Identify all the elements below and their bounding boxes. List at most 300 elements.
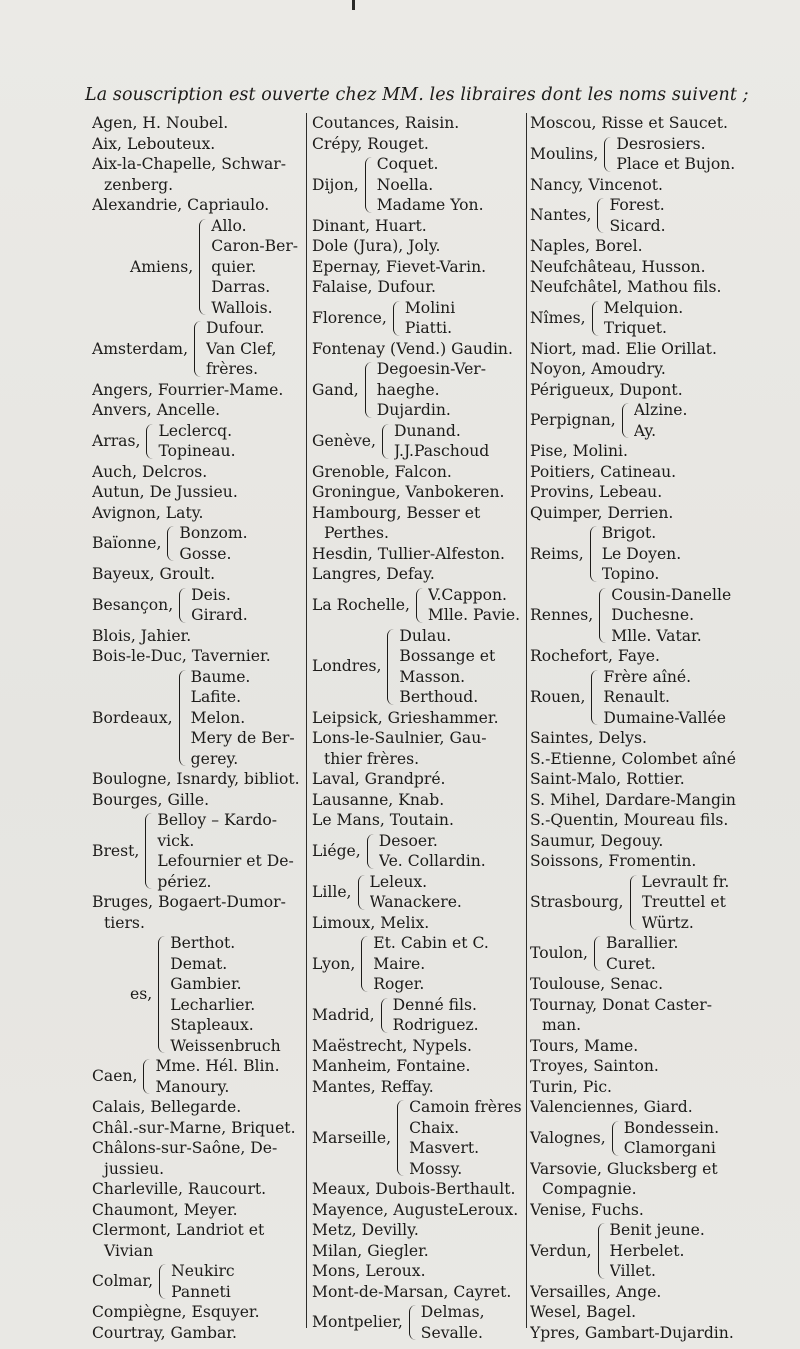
bookseller-name: Bossange et — [399, 647, 496, 665]
entry: Laval, Grandpré. — [312, 770, 446, 788]
city-name: Londres, — [312, 657, 382, 676]
entry: Auch, Delcros. — [92, 462, 208, 481]
bookseller-name: Wanackere. — [369, 893, 462, 911]
city-name: Rennes, — [530, 606, 594, 624]
entry: Epernay, Fievet-Varin. — [312, 257, 487, 276]
bookseller-name: Le Doyen. — [601, 544, 682, 563]
bookseller-list — [609, 195, 665, 236]
bookseller-name: vick. — [157, 831, 195, 850]
entry-group — [530, 1118, 770, 1159]
bookseller-name: quier. — [211, 257, 257, 276]
bookseller-list — [428, 585, 520, 626]
entry: Turin, Pic. — [530, 1077, 613, 1096]
entry: Bruges, Bogaert-Dumor- — [92, 893, 286, 911]
bookseller-name: Dufour. — [206, 319, 265, 337]
bookseller-list — [370, 872, 462, 913]
entry: Aix, Lebouteux. — [92, 134, 216, 153]
entry-group — [312, 1097, 524, 1179]
bookseller-name: haeghe. — [376, 380, 440, 399]
bookseller-name: Sevalle. — [420, 1323, 483, 1342]
city-name: Gand, — [312, 380, 359, 399]
city-name: Brest, — [92, 841, 140, 860]
brace — [167, 526, 175, 561]
bookseller-list — [421, 1302, 485, 1343]
entry: Maëstrecht, Nypels. — [312, 1036, 473, 1055]
bookseller-list — [610, 1220, 705, 1282]
entry: Rochefort, Faye. — [530, 647, 660, 665]
bookseller-list — [155, 1056, 279, 1097]
entry: Fontenay (Vend.) Gaudin. — [312, 339, 513, 358]
entry-group — [312, 154, 524, 216]
bookseller-name: Demat. — [170, 954, 228, 973]
brace — [416, 588, 424, 623]
city-name: Liége, — [312, 841, 361, 860]
bookseller-name: Noella. — [376, 175, 434, 194]
bookseller-name: Denné fils. — [392, 995, 477, 1014]
bookseller-name: Masson. — [399, 667, 466, 686]
brace — [381, 998, 389, 1033]
bookseller-name: Place et Bujon. — [616, 155, 736, 173]
column-rule — [306, 113, 307, 1328]
bookseller-name: Maire. — [373, 954, 426, 973]
entry: Naples, Borel. — [530, 237, 643, 255]
brace — [179, 588, 187, 623]
city-name: Caen, — [92, 1067, 138, 1086]
entry: Mantes, Reffay. — [312, 1077, 434, 1096]
entry-group — [530, 1220, 770, 1282]
bookseller-list — [191, 667, 295, 770]
brace — [604, 137, 612, 172]
entry-continuation: Perthes. — [324, 524, 389, 542]
entry: Troyes, Sainton. — [530, 1057, 659, 1075]
entry-group — [312, 359, 524, 421]
bookseller-name: Degoesin-Ver- — [376, 360, 487, 378]
bookseller-name: Treuttel et — [641, 893, 726, 911]
entry-group — [312, 831, 524, 872]
entry: Mons, Leroux. — [312, 1262, 426, 1280]
brace — [159, 1264, 167, 1299]
entry: Avignon, Laty. — [92, 503, 204, 522]
bookseller-name: Allo. — [211, 216, 247, 235]
bookseller-name: gerey. — [190, 749, 239, 768]
entry-continuation: thier frères. — [324, 749, 420, 768]
entry: Toulouse, Senac. — [530, 975, 664, 993]
bookseller-list — [602, 523, 681, 585]
entry-group — [530, 523, 770, 585]
entry: Alexandrie, Capriaulo. — [92, 196, 270, 214]
bookseller-name: Berthoud. — [399, 688, 479, 706]
entry: S. Mihel, Dardare-Mangin — [530, 790, 736, 809]
entry: Compiègne, Esquyer. — [92, 1303, 260, 1321]
entry: S.-Etienne, Colombet aîné — [530, 749, 736, 768]
bookseller-name: Ay. — [633, 421, 657, 440]
bookseller-list — [409, 1097, 522, 1179]
brace — [146, 424, 154, 459]
entry-group — [92, 933, 304, 1056]
bookseller-name: Melquion. — [603, 298, 684, 317]
column-2 — [312, 113, 524, 1342]
entry: Blois, Jahier. — [92, 626, 192, 645]
entry: Crépy, Rouget. — [312, 134, 429, 153]
entry: Versailles, Ange. — [530, 1282, 662, 1301]
city-name: Madrid, — [312, 1005, 375, 1024]
bookseller-name: Lecharlier. — [170, 995, 256, 1014]
bookseller-list — [603, 667, 726, 729]
entry-group — [530, 298, 770, 339]
entry: Noyon, Amoudry. — [530, 360, 666, 378]
entry: Angers, Fourrier-Mame. — [92, 380, 284, 399]
entry: Ypres, Gambart-Dujardin. — [530, 1323, 734, 1342]
bookseller-name: Mossy. — [409, 1159, 463, 1178]
entry: Hambourg, Besser et — [312, 503, 481, 522]
entry: Metz, Devilly. — [312, 1221, 419, 1239]
entry: Tournay, Donat Caster- — [530, 995, 712, 1014]
entry: Bourges, Gille. — [92, 790, 210, 809]
bookseller-name: Lefournier et De- — [157, 852, 294, 870]
bookseller-list — [394, 421, 489, 462]
entry: Périgueux, Dupont. — [530, 380, 683, 399]
bookseller-name: Renault. — [603, 688, 670, 706]
bookseller-name: Brigot. — [601, 524, 657, 542]
bookseller-name: J.J.Paschoud — [393, 442, 490, 460]
brace — [365, 157, 373, 213]
entry-group — [312, 995, 524, 1036]
brace — [382, 424, 390, 459]
entry: Bayeux, Groult. — [92, 565, 216, 583]
bookseller-name: Baume. — [190, 667, 251, 686]
bookseller-list — [191, 585, 248, 626]
entry: Agen, H. Noubel. — [92, 114, 229, 132]
brace — [590, 526, 598, 582]
bookseller-list — [616, 134, 735, 175]
brace — [387, 629, 395, 705]
brace — [598, 1223, 606, 1279]
bookseller-name: Deis. — [191, 585, 231, 604]
bookseller-name: Mlle. Pavie. — [427, 606, 521, 624]
bookseller-name: Curet. — [606, 954, 656, 973]
entry-continuation: jussieu. — [104, 1159, 165, 1178]
entry: Le Mans, Toutain. — [312, 811, 454, 829]
bookseller-name: Villet. — [609, 1262, 656, 1280]
entry: Grenoble, Falcon. — [312, 462, 452, 481]
entry: Hesdin, Tullier-Alfeston. — [312, 544, 506, 563]
bookseller-list — [211, 216, 298, 319]
bookseller-name: Desrosiers. — [616, 134, 706, 153]
brace — [361, 936, 369, 992]
city-name: Genève, — [312, 431, 376, 450]
entry: Dole (Jura), Joly. — [312, 237, 441, 255]
entry-group — [92, 318, 304, 380]
entry-group — [92, 1261, 304, 1302]
bookseller-list — [405, 298, 455, 339]
city-name: Lyon, — [312, 954, 356, 973]
bookseller-name: Manoury. — [155, 1077, 230, 1096]
page-mark — [352, 0, 355, 10]
bookseller-name: Clamorgani — [623, 1139, 716, 1157]
bookseller-name: Delmas, — [420, 1303, 485, 1321]
brace — [393, 301, 401, 336]
bookseller-name: Leclercq. — [158, 421, 233, 440]
bookseller-name: Gambier. — [170, 975, 242, 993]
bookseller-name: Darras. — [211, 278, 271, 296]
bookseller-list — [377, 154, 484, 216]
brace — [592, 301, 600, 336]
bookseller-name: Mme. Hél. Blin. — [155, 1057, 280, 1075]
entry: Saintes, Delys. — [530, 729, 647, 747]
brace — [409, 1305, 417, 1340]
entry-group — [312, 872, 524, 913]
entry: Saumur, Degouy. — [530, 831, 664, 850]
bookseller-name: Van Clef, — [206, 339, 277, 358]
entry: Moscou, Risse et Saucet. — [530, 114, 729, 132]
bookseller-name: Ve. Collardin. — [378, 852, 486, 870]
entry: Neufchâteau, Husson. — [530, 257, 706, 276]
city-name: Perpignan, — [530, 411, 616, 430]
brace — [367, 834, 375, 869]
bookseller-name: Frère aîné. — [603, 667, 692, 686]
entry: Courtray, Gambar. — [92, 1323, 238, 1342]
bookseller-name: Triquet. — [603, 319, 667, 337]
entry: Charleville, Raucourt. — [92, 1180, 267, 1198]
city-name: Nantes, — [530, 206, 592, 225]
entry: Poitiers, Catineau. — [530, 462, 677, 481]
column-rule — [526, 113, 527, 1328]
bookseller-name: Weissenbruch — [170, 1036, 281, 1055]
brace — [179, 670, 187, 767]
entry-continuation: Compagnie. — [542, 1180, 637, 1198]
bookseller-name: Madame Yon. — [376, 196, 484, 214]
entry: Leipsick, Grieshammer. — [312, 708, 499, 727]
brace — [365, 362, 373, 418]
entry-group — [92, 523, 304, 564]
entry: Niort, mad. Elie Orillat. — [530, 339, 717, 358]
city-name: Amiens, — [130, 257, 194, 276]
bookseller-list — [611, 585, 731, 647]
entry: Provins, Lebeau. — [530, 483, 663, 501]
city-name: Reims, — [530, 544, 584, 563]
city-name: Baïonne, — [92, 534, 162, 553]
bookseller-name: Cousin-Danelle — [611, 585, 732, 604]
bookseller-list — [157, 810, 293, 892]
entry-group — [92, 585, 304, 626]
bookseller-name: Sicard. — [609, 216, 666, 235]
brace — [158, 936, 166, 1053]
entry-group — [312, 1302, 524, 1343]
entry: Boulogne, Isnardy, bibliot. — [92, 770, 300, 788]
entry: Varsovie, Glucksberg et — [530, 1159, 718, 1178]
bookseller-name: Piatti. — [404, 319, 453, 337]
entry-group — [530, 585, 770, 647]
brace — [599, 588, 607, 644]
bookseller-list — [171, 1261, 235, 1302]
city-name: Arras, — [92, 431, 141, 450]
entry: Nancy, Vincenot. — [530, 175, 664, 194]
entry-continuation: tiers. — [104, 913, 145, 932]
bookseller-name: Stapleaux. — [170, 1016, 254, 1034]
bookseller-list — [393, 995, 479, 1036]
entry: Lons-le-Saulnier, Gau- — [312, 729, 487, 747]
brace — [397, 1100, 405, 1176]
city-name: La Rochelle, — [312, 595, 410, 614]
bookseller-list — [373, 933, 489, 995]
bookseller-name: Dumaine-Vallée — [603, 708, 726, 727]
bookseller-name: Levrault fr. — [641, 872, 730, 891]
entry: Anvers, Ancelle. — [92, 401, 221, 419]
bookseller-name: Masvert. — [409, 1139, 480, 1157]
entry-group — [92, 810, 304, 892]
entry: S.-Quentin, Moureau fils. — [530, 811, 729, 829]
city-name: Nîmes, — [530, 308, 586, 327]
city-name: Marseille, — [312, 1128, 392, 1147]
brace — [630, 875, 638, 931]
entry-group — [530, 667, 770, 729]
bookseller-list — [634, 400, 688, 441]
entry: Meaux, Dubois-Berthault. — [312, 1180, 516, 1198]
city-name: Florence, — [312, 308, 387, 327]
bookseller-name: Berthot. — [170, 934, 236, 952]
entry-group — [530, 134, 770, 175]
bookseller-name: Topineau. — [158, 442, 236, 460]
entry-group — [312, 421, 524, 462]
bookseller-name: Barallier. — [606, 934, 679, 952]
entry: Wesel, Bagel. — [530, 1303, 637, 1321]
entry-group — [530, 400, 770, 441]
entry-group — [92, 1056, 304, 1097]
bookseller-list — [377, 359, 486, 421]
city-name: Dijon, — [312, 175, 359, 194]
entry-continuation: man. — [542, 1016, 582, 1034]
city-name: Colmar, — [92, 1272, 154, 1291]
brace — [143, 1059, 151, 1094]
bookseller-name: Coquet. — [376, 155, 439, 173]
entry-group — [92, 216, 304, 319]
bookseller-list — [604, 298, 684, 339]
bookseller-name: Molini — [404, 298, 456, 317]
brace — [358, 875, 366, 910]
bookseller-name: Herbelet. — [609, 1241, 685, 1260]
entry: Châlons-sur-Saône, De- — [92, 1139, 278, 1157]
city-name: Toulon, — [530, 944, 588, 963]
entry: Dinant, Huart. — [312, 216, 427, 235]
bookseller-name: Topino. — [601, 565, 660, 583]
bookseller-list — [624, 1118, 719, 1159]
entry: Mont-de-Marsan, Cayret. — [312, 1282, 512, 1301]
city-name: es, — [130, 985, 153, 1004]
bookseller-name: Mlle. Vatar. — [611, 626, 702, 645]
bookseller-name: Forest. — [609, 196, 665, 214]
bookseller-name: Leleux. — [369, 872, 428, 891]
bookseller-name: Caron-Ber- — [211, 237, 299, 255]
bookseller-name: Roger. — [373, 975, 425, 993]
entry: Langres, Defay. — [312, 565, 435, 583]
entry-group — [530, 195, 770, 236]
entry: Aix-la-Chapelle, Schwar- — [92, 155, 287, 173]
bookseller-list — [642, 872, 730, 934]
brace — [194, 321, 202, 377]
bookseller-name: Duchesne. — [611, 606, 695, 624]
bookseller-name: Gosse. — [179, 544, 232, 563]
bookseller-name: Desoer. — [378, 831, 438, 850]
brace — [612, 1121, 620, 1156]
bookseller-name: Melon. — [190, 708, 246, 727]
entry: Clermont, Landriot et — [92, 1221, 265, 1239]
bookseller-list — [158, 421, 235, 462]
entry-continuation: zenberg. — [104, 175, 174, 194]
brace — [199, 219, 207, 316]
bookseller-name: Dunand. — [393, 421, 461, 440]
bookseller-name: Mery de Ber- — [190, 729, 295, 747]
bookseller-list — [206, 318, 276, 380]
city-name: Strasbourg, — [530, 893, 624, 911]
entry: Pise, Molini. — [530, 442, 628, 460]
city-name: Moulins, — [530, 144, 599, 163]
entry: Saint-Malo, Rottier. — [530, 770, 685, 788]
entry-continuation: Vivian — [104, 1241, 154, 1260]
entry: Coutances, Raisin. — [312, 114, 460, 132]
brace — [622, 403, 630, 438]
bookseller-list — [379, 831, 486, 872]
bookseller-name: Würtz. — [641, 913, 694, 932]
entry: Milan, Giegler. — [312, 1241, 429, 1260]
entry-group — [530, 933, 770, 974]
entry-group — [312, 298, 524, 339]
column-3 — [530, 113, 770, 1342]
bookseller-name: Benit jeune. — [609, 1221, 705, 1239]
entry: Neufchâtel, Mathou fils. — [530, 278, 722, 296]
bookseller-name: Rodriguez. — [392, 1016, 479, 1034]
bookseller-list — [179, 523, 247, 564]
bookseller-name: Bonzom. — [179, 524, 248, 542]
city-name: Rouen, — [530, 688, 586, 706]
bookseller-name: Belloy – Kardo- — [157, 811, 277, 829]
bookseller-name: Dujardin. — [376, 401, 451, 419]
city-name: Valognes, — [530, 1128, 606, 1147]
bookseller-name: Wallois. — [211, 298, 273, 317]
entry: Valenciennes, Giard. — [530, 1098, 693, 1116]
entry: Venise, Fuchs. — [530, 1200, 644, 1219]
entry: Châl.-sur-Marne, Briquet. — [92, 1118, 296, 1137]
entry: Falaise, Dufour. — [312, 278, 436, 296]
entry: Groningue, Vanbokeren. — [312, 483, 505, 501]
bookseller-name: Neukirc — [171, 1262, 235, 1280]
entry: Mayence, AugusteLeroux. — [312, 1200, 519, 1219]
brace — [594, 936, 602, 971]
entry-group — [312, 933, 524, 995]
entry: Lausanne, Knab. — [312, 790, 445, 809]
page-header: La souscription est ouverte chez MM. les libraires dont les noms suivent ; — [85, 85, 749, 105]
entry-group — [92, 667, 304, 770]
column-1 — [92, 113, 304, 1342]
brace — [591, 670, 599, 726]
bookseller-name: périez. — [157, 872, 212, 891]
entry: Limoux, Melix. — [312, 913, 430, 932]
entry: Quimper, Derrien. — [530, 503, 674, 522]
city-name: Besançon, — [92, 595, 174, 614]
entry: Chaumont, Meyer. — [92, 1200, 238, 1219]
bookseller-name: Panneti — [171, 1282, 231, 1301]
entry: Bois-le-Duc, Tavernier. — [92, 647, 271, 665]
bookseller-name: Alzine. — [633, 401, 688, 419]
city-name: Lille, — [312, 882, 352, 901]
entry-group — [530, 872, 770, 934]
bookseller-name: Camoin frères — [409, 1098, 522, 1116]
bookseller-name: Dulau. — [399, 626, 452, 645]
bookseller-name: Et. Cabin et C. — [373, 934, 489, 952]
city-name: Montpelier, — [312, 1313, 403, 1332]
brace — [145, 813, 153, 889]
city-name: Bordeaux, — [92, 708, 173, 727]
bookseller-name: V.Cappon. — [427, 585, 507, 604]
